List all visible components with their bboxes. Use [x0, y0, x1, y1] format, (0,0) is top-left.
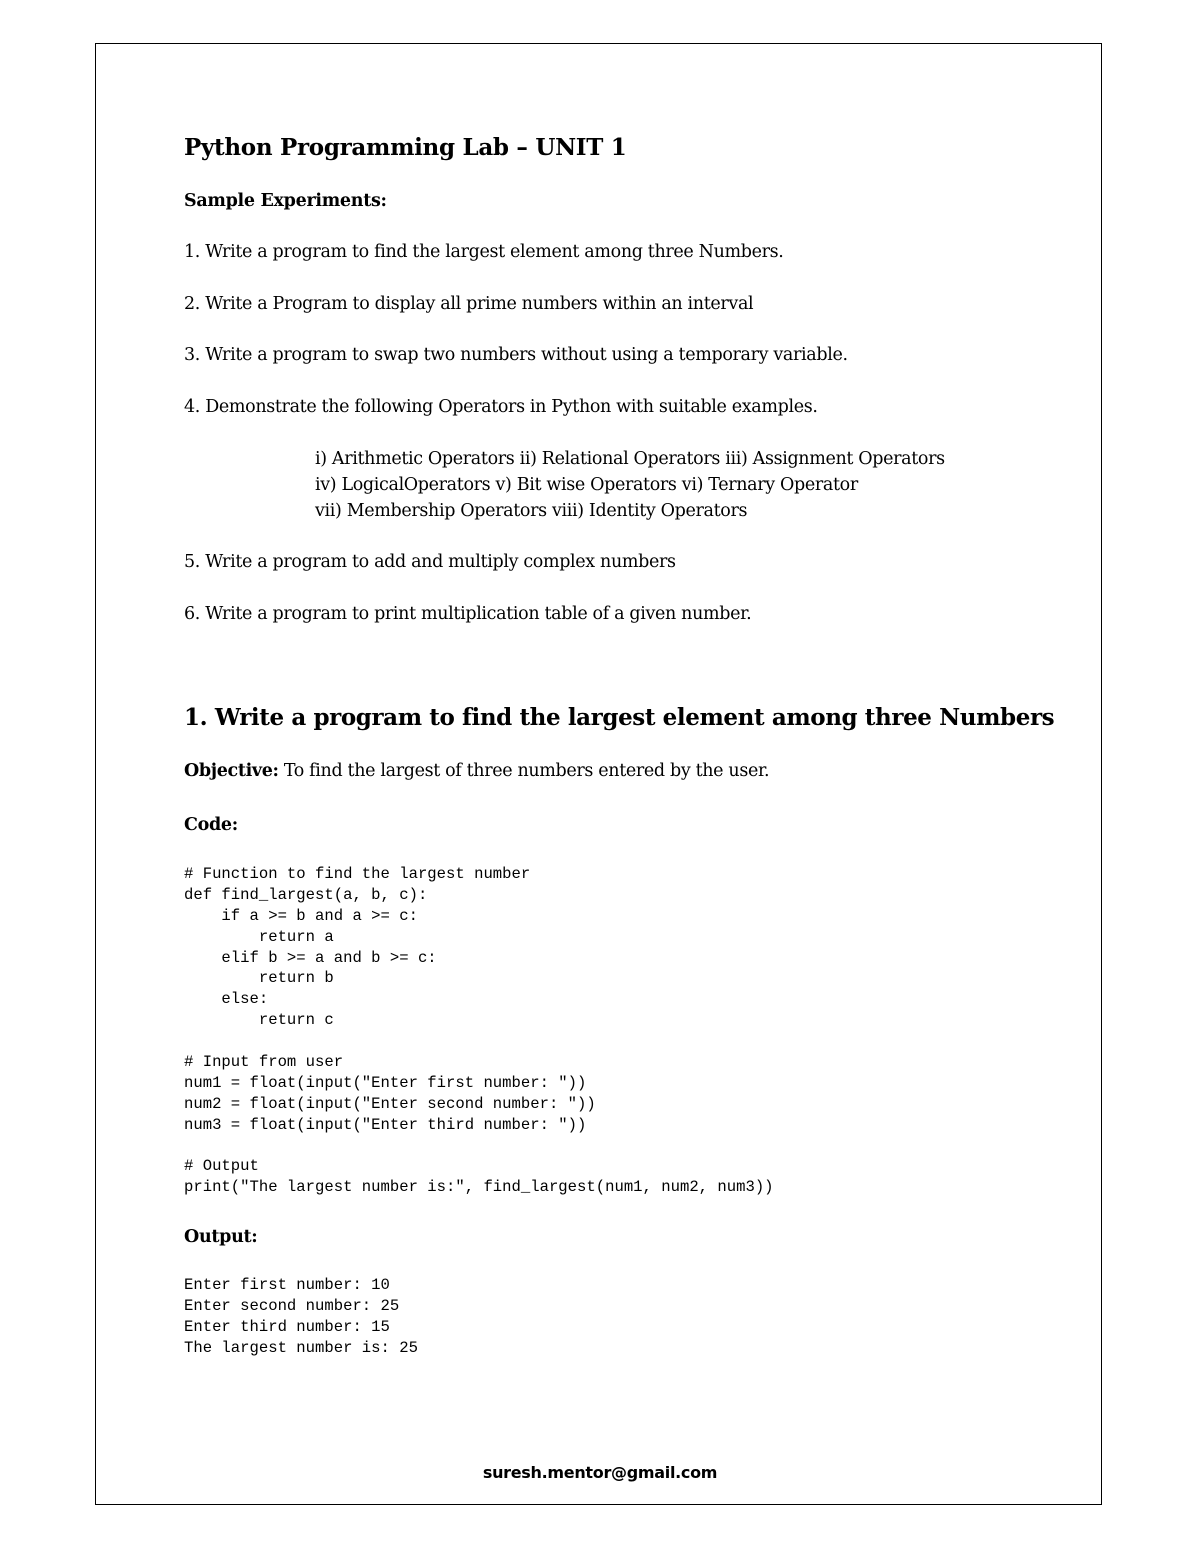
sample-experiments-heading: Sample Experiments: [184, 191, 387, 211]
output-line: Enter third number: 15 [184, 1317, 390, 1336]
code-line: elif b >= a and b >= c: [184, 948, 437, 967]
code-line: if a >= b and a >= c: [184, 906, 418, 925]
code-line: return a [184, 927, 334, 946]
operators-line-1: i) Arithmetic Operators ii) Relational Operators iii) Assignment Operators [315, 449, 945, 469]
operators-line-3: vii) Membership Operators viii) Identity Operators [315, 501, 748, 521]
output-block [184, 1275, 418, 1359]
experiment-item-1: 1. Write a program to find the largest element among three Numbers. [184, 242, 784, 262]
section-title: 1. Write a program to find the largest element among three Numbers [184, 704, 1055, 731]
code-line: def find_largest(a, b, c): [184, 885, 428, 904]
code-line [184, 1136, 774, 1157]
code-block [184, 864, 774, 1198]
operators-line-2: iv) LogicalOperators v) Bit wise Operators vi) Ternary Operator [315, 475, 858, 495]
code-line: print("The largest number is:", find_largest(num1, num2, num3)) [184, 1178, 774, 1197]
experiment-item-6: 6. Write a program to print multiplication table of a given number. [184, 604, 752, 624]
footer-email: suresh.mentor@gmail.com [482, 1463, 718, 1482]
document-title: Python Programming Lab – UNIT 1 [184, 134, 627, 161]
output-line: The largest number is: 25 [184, 1338, 418, 1357]
code-line: return c [184, 1011, 334, 1030]
output-label: Output: [184, 1227, 258, 1247]
code-label: Code: [184, 815, 238, 835]
objective-line [184, 761, 769, 781]
output-line: Enter second number: 25 [184, 1296, 400, 1315]
code-line: num1 = float(input("Enter first number: ")) [184, 1073, 587, 1092]
code-line: num3 = float(input("Enter third number: ")) [184, 1115, 587, 1134]
code-line: else: [184, 990, 269, 1009]
experiment-item-5: 5. Write a program to add and multiply complex numbers [184, 552, 676, 572]
code-line: # Function to find the largest number [184, 865, 531, 883]
objective-text: To find the largest of three numbers entered by the user. [278, 761, 770, 781]
experiment-item-2: 2. Write a Program to display all prime numbers within an interval [184, 294, 754, 314]
code-line: num2 = float(input("Enter second number: ")) [184, 1094, 596, 1113]
code-line: return b [184, 969, 334, 988]
code-line: # Input from user [184, 1053, 344, 1072]
output-line: Enter first number: 10 [184, 1276, 390, 1294]
objective-label: Objective: [184, 761, 279, 781]
code-line: # Output [184, 1157, 259, 1176]
code-line [184, 1031, 774, 1052]
experiment-item-3: 3. Write a program to swap two numbers without using a temporary variable. [184, 345, 848, 365]
experiment-item-4: 4. Demonstrate the following Operators in Python with suitable examples. [184, 397, 818, 417]
